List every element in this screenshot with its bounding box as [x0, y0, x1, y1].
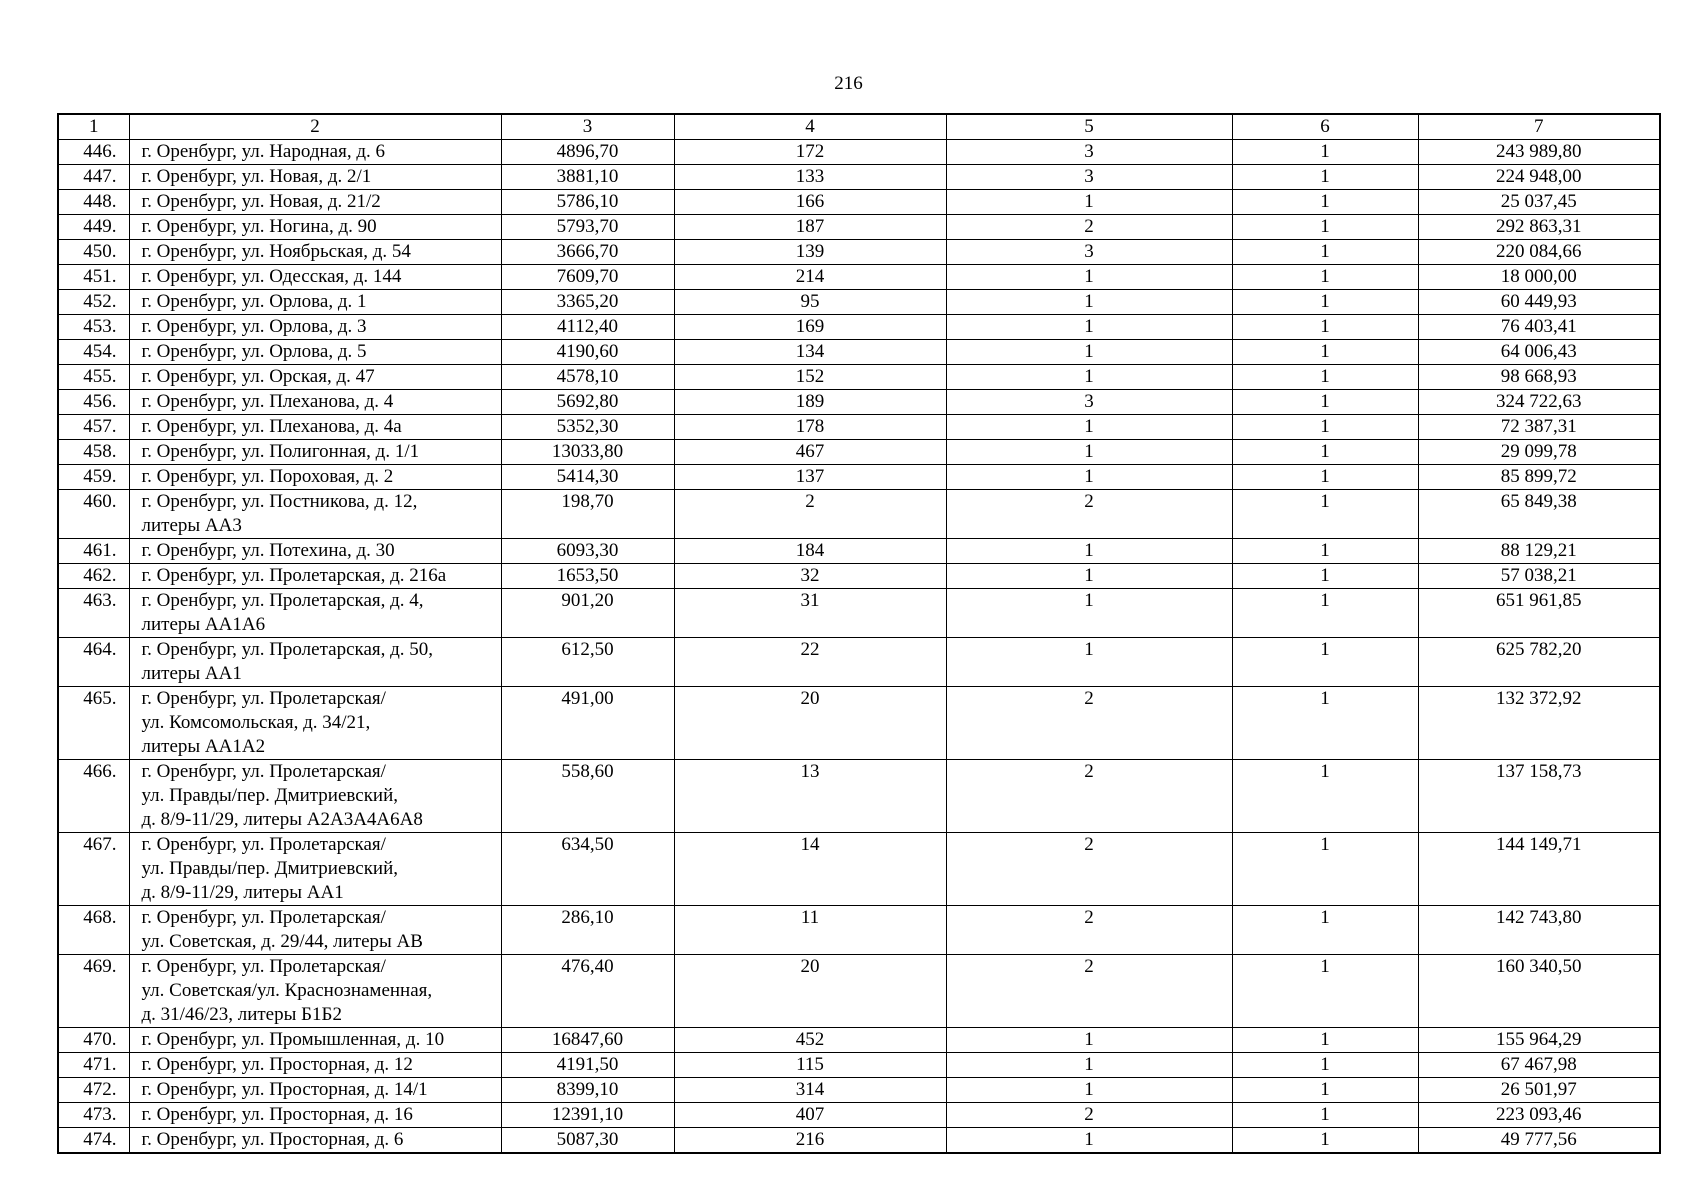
address-cell: г. Оренбург, ул. Ноябрьская, д. 54	[129, 240, 501, 265]
residents-cell: 20	[674, 955, 946, 1028]
row-number-cell: 448.	[58, 190, 129, 215]
area-cell: 3365,20	[501, 290, 674, 315]
table-row	[58, 1103, 1660, 1128]
residents-cell: 214	[674, 265, 946, 290]
table-row	[58, 1078, 1660, 1103]
col5-cell: 1	[946, 190, 1232, 215]
address-cell: г. Оренбург, ул. Промышленная, д. 10	[129, 1028, 501, 1053]
col5-cell: 3	[946, 140, 1232, 165]
address-cell: г. Оренбург, ул. Орлова, д. 3	[129, 315, 501, 340]
address-cell: г. Оренбург, ул. Пролетарская/ ул. Советская, д. 29/44, литеры АВ	[129, 906, 501, 955]
residents-cell: 452	[674, 1028, 946, 1053]
amount-cell: 224 948,00	[1418, 165, 1660, 190]
area-cell: 3881,10	[501, 165, 674, 190]
table-row	[58, 1128, 1660, 1154]
row-number-cell: 468.	[58, 906, 129, 955]
row-number-cell: 464.	[58, 638, 129, 687]
address-cell: г. Оренбург, ул. Просторная, д. 16	[129, 1103, 501, 1128]
row-number-cell: 456.	[58, 390, 129, 415]
residents-cell: 32	[674, 564, 946, 589]
table-row	[58, 265, 1660, 290]
col6-cell: 1	[1232, 638, 1418, 687]
address-cell: г. Оренбург, ул. Постникова, д. 12, литеры АА3	[129, 490, 501, 539]
col6-cell: 1	[1232, 1103, 1418, 1128]
row-number-cell: 451.	[58, 265, 129, 290]
col6-cell: 1	[1232, 340, 1418, 365]
table-body	[58, 114, 1660, 1153]
address-cell: г. Оренбург, ул. Просторная, д. 12	[129, 1053, 501, 1078]
row-number-cell: 450.	[58, 240, 129, 265]
amount-cell: 49 777,56	[1418, 1128, 1660, 1154]
area-cell: 4112,40	[501, 315, 674, 340]
table-row	[58, 490, 1660, 539]
amount-cell: 29 099,78	[1418, 440, 1660, 465]
col5-cell: 1	[946, 564, 1232, 589]
residents-cell: 216	[674, 1128, 946, 1154]
amount-cell: 144 149,71	[1418, 833, 1660, 906]
col6-cell: 1	[1232, 906, 1418, 955]
residents-cell: 152	[674, 365, 946, 390]
amount-cell: 220 084,66	[1418, 240, 1660, 265]
address-cell: г. Оренбург, ул. Пролетарская/ ул. Правды/пер. Дмитриевский, д. 8/9-11/29, литеры А2А3А4А6А8	[129, 760, 501, 833]
col5-cell: 1	[946, 415, 1232, 440]
address-cell: г. Оренбург, ул. Пролетарская, д. 4, литеры АА1А6	[129, 589, 501, 638]
area-cell: 5692,80	[501, 390, 674, 415]
row-number-cell: 453.	[58, 315, 129, 340]
row-number-cell: 461.	[58, 539, 129, 564]
table-row	[58, 165, 1660, 190]
table-row	[58, 365, 1660, 390]
table-row	[58, 638, 1660, 687]
row-number-cell: 463.	[58, 589, 129, 638]
page-number: 216	[834, 73, 863, 94]
col5-cell: 1	[946, 1078, 1232, 1103]
amount-cell: 57 038,21	[1418, 564, 1660, 589]
header-row	[58, 114, 1660, 140]
address-cell: г. Оренбург, ул. Ногина, д. 90	[129, 215, 501, 240]
residents-cell: 187	[674, 215, 946, 240]
residents-cell: 407	[674, 1103, 946, 1128]
area-cell: 476,40	[501, 955, 674, 1028]
row-number-cell: 474.	[58, 1128, 129, 1154]
residents-cell: 314	[674, 1078, 946, 1103]
address-cell: г. Оренбург, ул. Пролетарская/ ул. Советская/ул. Краснознаменная, д. 31/46/23, литеры Б1Б2	[129, 955, 501, 1028]
column-header: 1	[58, 114, 129, 140]
table-row	[58, 415, 1660, 440]
row-number-cell: 467.	[58, 833, 129, 906]
col6-cell: 1	[1232, 190, 1418, 215]
col5-cell: 1	[946, 315, 1232, 340]
amount-cell: 160 340,50	[1418, 955, 1660, 1028]
col5-cell: 2	[946, 215, 1232, 240]
data-table	[57, 113, 1661, 1154]
area-cell: 286,10	[501, 906, 674, 955]
residents-cell: 133	[674, 165, 946, 190]
col5-cell: 2	[946, 833, 1232, 906]
residents-cell: 95	[674, 290, 946, 315]
residents-cell: 139	[674, 240, 946, 265]
col5-cell: 1	[946, 340, 1232, 365]
amount-cell: 64 006,43	[1418, 340, 1660, 365]
col6-cell: 1	[1232, 265, 1418, 290]
area-cell: 3666,70	[501, 240, 674, 265]
amount-cell: 651 961,85	[1418, 589, 1660, 638]
residents-cell: 11	[674, 906, 946, 955]
row-number-cell: 459.	[58, 465, 129, 490]
col6-cell: 1	[1232, 415, 1418, 440]
col5-cell: 2	[946, 760, 1232, 833]
col5-cell: 3	[946, 390, 1232, 415]
area-cell: 634,50	[501, 833, 674, 906]
col5-cell: 2	[946, 490, 1232, 539]
table-row	[58, 240, 1660, 265]
column-header: 2	[129, 114, 501, 140]
table-row	[58, 1053, 1660, 1078]
address-cell: г. Оренбург, ул. Пролетарская, д. 216а	[129, 564, 501, 589]
table-row	[58, 760, 1660, 833]
table-row	[58, 340, 1660, 365]
residents-cell: 134	[674, 340, 946, 365]
residents-cell: 20	[674, 687, 946, 760]
col6-cell: 1	[1232, 1078, 1418, 1103]
table-row	[58, 539, 1660, 564]
col6-cell: 1	[1232, 564, 1418, 589]
residents-cell: 189	[674, 390, 946, 415]
area-cell: 5414,30	[501, 465, 674, 490]
col5-cell: 2	[946, 906, 1232, 955]
amount-cell: 25 037,45	[1418, 190, 1660, 215]
address-cell: г. Оренбург, ул. Плеханова, д. 4а	[129, 415, 501, 440]
table-row	[58, 833, 1660, 906]
col6-cell: 1	[1232, 140, 1418, 165]
row-number-cell: 455.	[58, 365, 129, 390]
col5-cell: 1	[946, 265, 1232, 290]
address-cell: г. Оренбург, ул. Пороховая, д. 2	[129, 465, 501, 490]
area-cell: 5786,10	[501, 190, 674, 215]
amount-cell: 76 403,41	[1418, 315, 1660, 340]
column-header: 4	[674, 114, 946, 140]
table-row	[58, 290, 1660, 315]
column-header: 3	[501, 114, 674, 140]
col6-cell: 1	[1232, 390, 1418, 415]
table-row	[58, 140, 1660, 165]
col6-cell: 1	[1232, 687, 1418, 760]
col6-cell: 1	[1232, 760, 1418, 833]
row-number-cell: 473.	[58, 1103, 129, 1128]
amount-cell: 67 467,98	[1418, 1053, 1660, 1078]
area-cell: 4896,70	[501, 140, 674, 165]
amount-cell: 243 989,80	[1418, 140, 1660, 165]
row-number-cell: 469.	[58, 955, 129, 1028]
row-number-cell: 472.	[58, 1078, 129, 1103]
amount-cell: 18 000,00	[1418, 265, 1660, 290]
address-cell: г. Оренбург, ул. Пролетарская, д. 50, литеры АА1	[129, 638, 501, 687]
col5-cell: 1	[946, 589, 1232, 638]
col6-cell: 1	[1232, 365, 1418, 390]
col6-cell: 1	[1232, 440, 1418, 465]
residents-cell: 31	[674, 589, 946, 638]
col5-cell: 1	[946, 1053, 1232, 1078]
residents-cell: 2	[674, 490, 946, 539]
col5-cell: 1	[946, 539, 1232, 564]
amount-cell: 85 899,72	[1418, 465, 1660, 490]
table-row	[58, 315, 1660, 340]
col6-cell: 1	[1232, 465, 1418, 490]
area-cell: 4578,10	[501, 365, 674, 390]
row-number-cell: 458.	[58, 440, 129, 465]
area-cell: 5087,30	[501, 1128, 674, 1154]
column-header: 6	[1232, 114, 1418, 140]
amount-cell: 324 722,63	[1418, 390, 1660, 415]
amount-cell: 132 372,92	[1418, 687, 1660, 760]
amount-cell: 72 387,31	[1418, 415, 1660, 440]
col5-cell: 3	[946, 240, 1232, 265]
col6-cell: 1	[1232, 315, 1418, 340]
residents-cell: 178	[674, 415, 946, 440]
area-cell: 5793,70	[501, 215, 674, 240]
table-row	[58, 955, 1660, 1028]
address-cell: г. Оренбург, ул. Просторная, д. 14/1	[129, 1078, 501, 1103]
col6-cell: 1	[1232, 833, 1418, 906]
area-cell: 7609,70	[501, 265, 674, 290]
row-number-cell: 457.	[58, 415, 129, 440]
residents-cell: 166	[674, 190, 946, 215]
address-cell: г. Оренбург, ул. Новая, д. 21/2	[129, 190, 501, 215]
col6-cell: 1	[1232, 240, 1418, 265]
area-cell: 13033,80	[501, 440, 674, 465]
col5-cell: 1	[946, 465, 1232, 490]
col5-cell: 2	[946, 1103, 1232, 1128]
amount-cell: 137 158,73	[1418, 760, 1660, 833]
address-cell: г. Оренбург, ул. Орская, д. 47	[129, 365, 501, 390]
row-number-cell: 462.	[58, 564, 129, 589]
table-row	[58, 589, 1660, 638]
row-number-cell: 454.	[58, 340, 129, 365]
residents-cell: 115	[674, 1053, 946, 1078]
area-cell: 491,00	[501, 687, 674, 760]
row-number-cell: 447.	[58, 165, 129, 190]
area-cell: 12391,10	[501, 1103, 674, 1128]
amount-cell: 98 668,93	[1418, 365, 1660, 390]
col5-cell: 1	[946, 1028, 1232, 1053]
col5-cell: 1	[946, 440, 1232, 465]
table-row	[58, 440, 1660, 465]
amount-cell: 625 782,20	[1418, 638, 1660, 687]
amount-cell: 292 863,31	[1418, 215, 1660, 240]
col6-cell: 1	[1232, 1053, 1418, 1078]
area-cell: 5352,30	[501, 415, 674, 440]
row-number-cell: 446.	[58, 140, 129, 165]
address-cell: г. Оренбург, ул. Новая, д. 2/1	[129, 165, 501, 190]
table-row	[58, 564, 1660, 589]
address-cell: г. Оренбург, ул. Просторная, д. 6	[129, 1128, 501, 1154]
residents-cell: 14	[674, 833, 946, 906]
row-number-cell: 466.	[58, 760, 129, 833]
residents-cell: 184	[674, 539, 946, 564]
residents-cell: 13	[674, 760, 946, 833]
col6-cell: 1	[1232, 215, 1418, 240]
area-cell: 1653,50	[501, 564, 674, 589]
area-cell: 6093,30	[501, 539, 674, 564]
amount-cell: 26 501,97	[1418, 1078, 1660, 1103]
amount-cell: 155 964,29	[1418, 1028, 1660, 1053]
table-row	[58, 215, 1660, 240]
residents-cell: 467	[674, 440, 946, 465]
area-cell: 16847,60	[501, 1028, 674, 1053]
address-cell: г. Оренбург, ул. Орлова, д. 5	[129, 340, 501, 365]
residents-cell: 172	[674, 140, 946, 165]
col6-cell: 1	[1232, 539, 1418, 564]
table-row	[58, 465, 1660, 490]
address-cell: г. Оренбург, ул. Народная, д. 6	[129, 140, 501, 165]
area-cell: 558,60	[501, 760, 674, 833]
area-cell: 901,20	[501, 589, 674, 638]
area-cell: 8399,10	[501, 1078, 674, 1103]
table-row	[58, 687, 1660, 760]
residents-cell: 22	[674, 638, 946, 687]
row-number-cell: 449.	[58, 215, 129, 240]
col5-cell: 2	[946, 687, 1232, 760]
residents-cell: 137	[674, 465, 946, 490]
row-number-cell: 470.	[58, 1028, 129, 1053]
amount-cell: 65 849,38	[1418, 490, 1660, 539]
column-header: 5	[946, 114, 1232, 140]
address-cell: г. Оренбург, ул. Полигонная, д. 1/1	[129, 440, 501, 465]
row-number-cell: 465.	[58, 687, 129, 760]
area-cell: 4191,50	[501, 1053, 674, 1078]
amount-cell: 60 449,93	[1418, 290, 1660, 315]
col6-cell: 1	[1232, 490, 1418, 539]
area-cell: 4190,60	[501, 340, 674, 365]
col6-cell: 1	[1232, 1128, 1418, 1154]
address-cell: г. Оренбург, ул. Одесская, д. 144	[129, 265, 501, 290]
address-cell: г. Оренбург, ул. Пролетарская/ ул. Комсомольская, д. 34/21, литеры АА1А2	[129, 687, 501, 760]
amount-cell: 88 129,21	[1418, 539, 1660, 564]
address-cell: г. Оренбург, ул. Орлова, д. 1	[129, 290, 501, 315]
address-cell: г. Оренбург, ул. Пролетарская/ ул. Правды/пер. Дмитриевский, д. 8/9-11/29, литеры АА1	[129, 833, 501, 906]
residents-cell: 169	[674, 315, 946, 340]
row-number-cell: 460.	[58, 490, 129, 539]
col5-cell: 1	[946, 638, 1232, 687]
row-number-cell: 471.	[58, 1053, 129, 1078]
address-cell: г. Оренбург, ул. Плеханова, д. 4	[129, 390, 501, 415]
table-row	[58, 906, 1660, 955]
amount-cell: 223 093,46	[1418, 1103, 1660, 1128]
col6-cell: 1	[1232, 290, 1418, 315]
col6-cell: 1	[1232, 955, 1418, 1028]
area-cell: 198,70	[501, 490, 674, 539]
col5-cell: 1	[946, 290, 1232, 315]
column-header: 7	[1418, 114, 1660, 140]
col5-cell: 2	[946, 955, 1232, 1028]
table-row	[58, 1028, 1660, 1053]
amount-cell: 142 743,80	[1418, 906, 1660, 955]
area-cell: 612,50	[501, 638, 674, 687]
col5-cell: 3	[946, 165, 1232, 190]
col5-cell: 1	[946, 365, 1232, 390]
address-cell: г. Оренбург, ул. Потехина, д. 30	[129, 539, 501, 564]
table-row	[58, 390, 1660, 415]
col6-cell: 1	[1232, 589, 1418, 638]
row-number-cell: 452.	[58, 290, 129, 315]
table-row	[58, 190, 1660, 215]
col6-cell: 1	[1232, 1028, 1418, 1053]
col6-cell: 1	[1232, 165, 1418, 190]
col5-cell: 1	[946, 1128, 1232, 1154]
